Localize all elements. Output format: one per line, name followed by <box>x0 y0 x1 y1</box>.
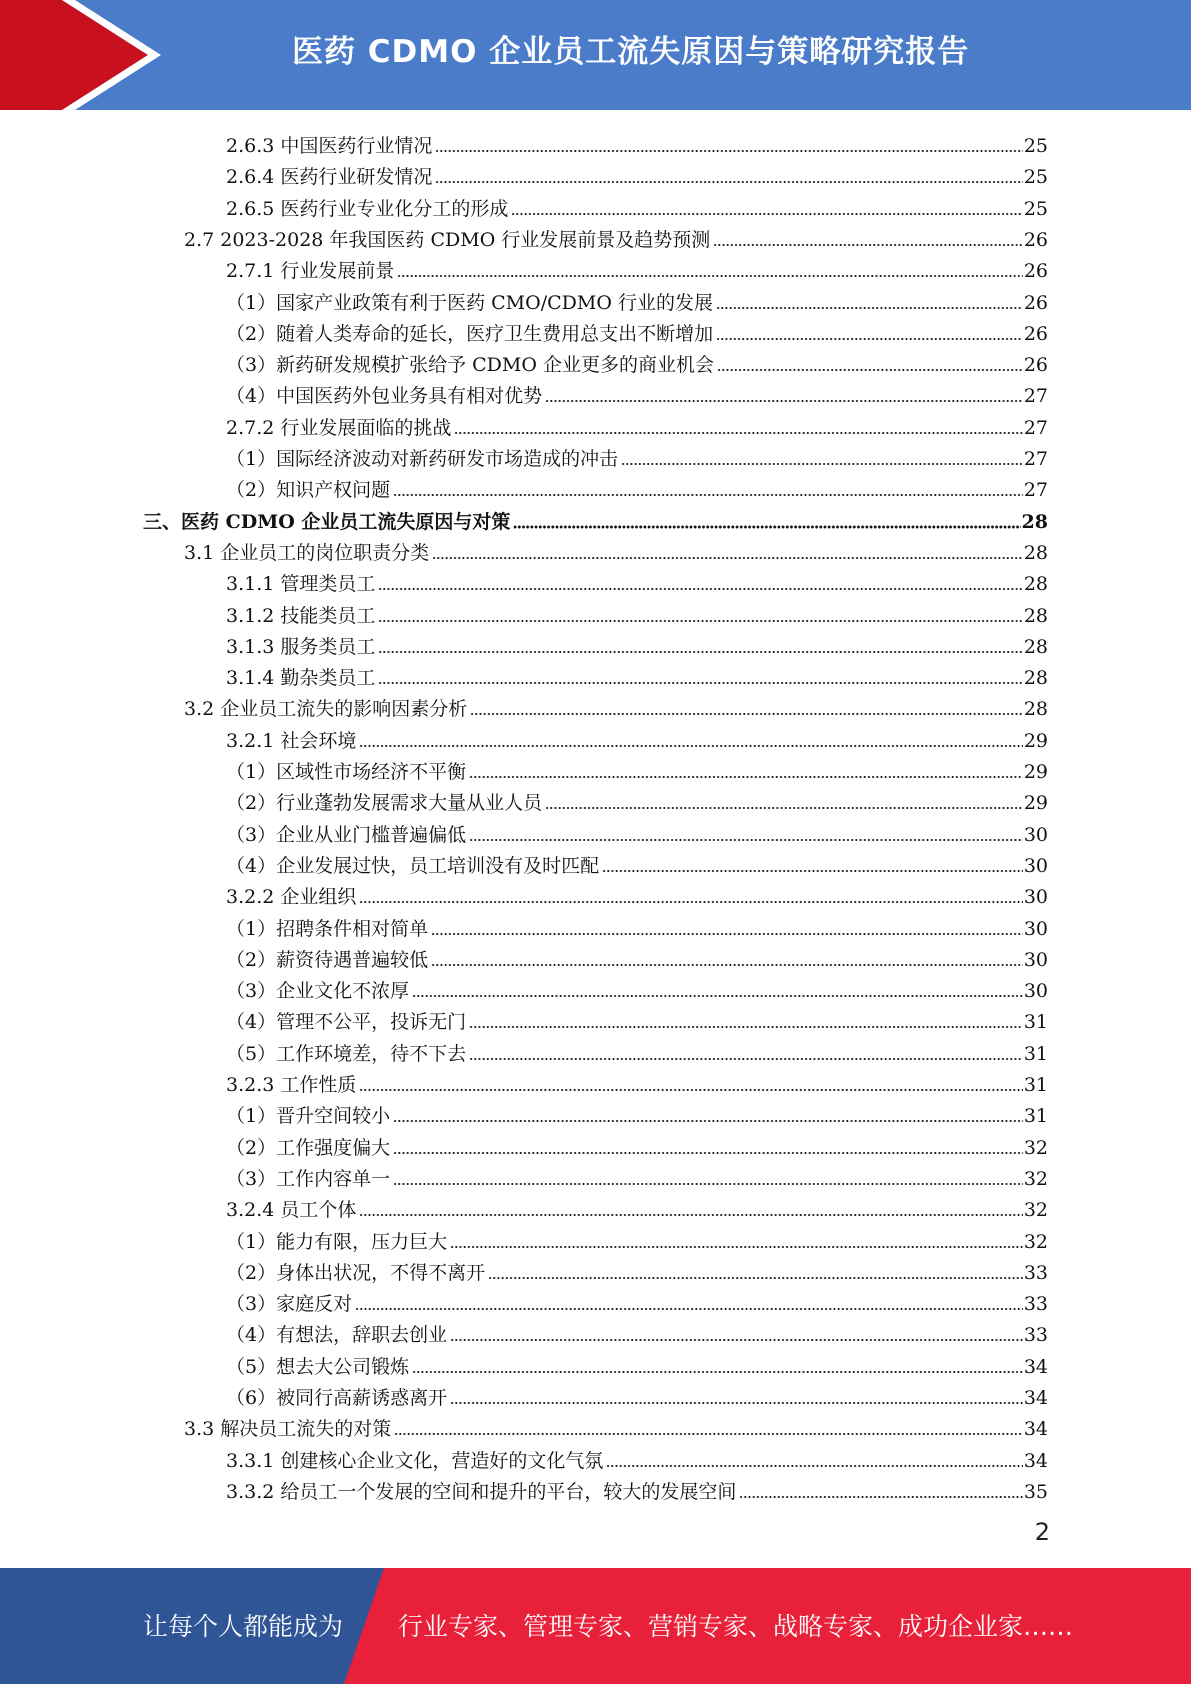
toc-dot-leader <box>470 712 1023 716</box>
toc-entry-page: 28 <box>1023 667 1048 690</box>
toc-entry-page: 35 <box>1023 1480 1048 1503</box>
toc-entry-title: （3）企业文化不浓厚 <box>226 980 410 1003</box>
toc-dot-leader <box>393 1151 1023 1155</box>
toc-entry-title: 3.1.1 管理类员工 <box>226 573 376 596</box>
toc-entry-title: 3.2.2 企业组织 <box>226 886 357 909</box>
toc-entry-title: （3）家庭反对 <box>226 1293 353 1316</box>
toc-entry[interactable] <box>226 1160 1048 1191</box>
toc-entry-page: 31 <box>1023 1074 1048 1096</box>
toc-dot-leader <box>393 1119 1023 1123</box>
toc-dot-leader <box>716 337 1023 341</box>
toc-dot-leader <box>717 368 1023 372</box>
toc-dot-leader <box>450 1401 1023 1405</box>
page-number: 2 <box>1034 1518 1050 1546</box>
toc-entry[interactable] <box>226 1316 1048 1347</box>
toc-entry-title: （4）有想法，辞职去创业 <box>226 1324 448 1347</box>
toc-entry-title: （4）企业发展过快，员工培训没有及时匹配 <box>226 854 600 877</box>
toc-entry[interactable] <box>184 690 1048 721</box>
toc-dot-leader <box>450 1245 1023 1249</box>
toc-entry[interactable] <box>226 628 1048 659</box>
toc-dot-leader <box>513 525 1020 529</box>
toc-dot-leader <box>716 306 1023 310</box>
toc-entry[interactable] <box>226 190 1048 221</box>
toc-entry-title: （1）招聘条件相对简单 <box>226 917 429 940</box>
toc-dot-leader <box>393 1182 1023 1186</box>
toc-entry[interactable] <box>226 847 1048 878</box>
toc-entry-page: 29 <box>1023 761 1048 783</box>
toc-entry[interactable] <box>226 1066 1048 1097</box>
toc-dot-leader <box>359 744 1022 748</box>
toc-entry-title: （2）知识产权问题 <box>226 479 391 502</box>
toc-dot-leader <box>378 587 1022 591</box>
toc-entry-title: 3.1 企业员工的岗位职责分类 <box>184 541 430 564</box>
toc-entry[interactable] <box>226 722 1048 753</box>
toc-entry-title: （1）国家产业政策有利于医药 CMO/CDMO 行业的发展 <box>226 291 713 314</box>
toc-entry-page: 33 <box>1023 1293 1048 1316</box>
toc-entry-page: 27 <box>1023 385 1048 408</box>
toc-entry[interactable] <box>143 503 1048 534</box>
header-red-chevron <box>0 0 148 110</box>
toc-entry-title: （3）企业从业门槛普遍偏低 <box>226 823 467 846</box>
toc-entry[interactable] <box>226 409 1048 440</box>
toc-entry-title: （5）想去大公司锻炼 <box>226 1355 410 1378</box>
toc-entry[interactable] <box>226 1003 1048 1034</box>
toc-entry-page: 32 <box>1023 1167 1048 1190</box>
toc-entry-page: 30 <box>1023 917 1048 940</box>
toc-entry-page: 30 <box>1023 823 1048 846</box>
toc-dot-leader <box>359 1213 1022 1217</box>
toc-entry[interactable] <box>226 127 1048 158</box>
toc-dot-leader <box>469 775 1023 779</box>
toc-dot-leader <box>393 493 1023 497</box>
toc-entry-page: 30 <box>1023 980 1048 1003</box>
toc-dot-leader <box>431 932 1023 936</box>
toc-entry-page: 26 <box>1023 354 1048 377</box>
toc-entry[interactable] <box>184 221 1048 252</box>
page-footer <box>0 1568 1191 1684</box>
toc-entry-title: （2）身体出状况，不得不离开 <box>226 1261 486 1284</box>
toc-entry[interactable] <box>226 878 1048 909</box>
toc-dot-leader <box>378 619 1022 623</box>
toc-dot-leader <box>469 1025 1023 1029</box>
toc-entry-title: （2）工作强度偏大 <box>226 1136 391 1159</box>
toc-entry-page: 28 <box>1023 604 1048 627</box>
toc-entry-title: 3.3.2 给员工一个发展的空间和提升的平台，较大的发展空间 <box>226 1480 737 1503</box>
toc-entry-page: 25 <box>1023 197 1048 220</box>
toc-entry-title: （1）国际经济波动对新药研发市场造成的冲击 <box>226 448 619 470</box>
toc-entry-page: 31 <box>1023 1011 1048 1034</box>
toc-dot-leader <box>454 431 1022 435</box>
toc-entry[interactable] <box>226 252 1048 283</box>
toc-entry-title: 3.2.3 工作性质 <box>226 1074 357 1096</box>
toc-dot-leader <box>450 1338 1023 1342</box>
toc-entry-page: 32 <box>1023 1230 1048 1253</box>
toc-entry-page: 32 <box>1023 1199 1048 1222</box>
toc-dot-leader <box>469 1057 1023 1061</box>
toc-entry-title: （5）工作环境差，待不下去 <box>226 1042 467 1065</box>
toc-dot-leader <box>359 900 1022 904</box>
toc-entry-page: 33 <box>1023 1324 1048 1347</box>
toc-entry[interactable] <box>184 534 1048 565</box>
toc-entry[interactable] <box>226 1035 1048 1066</box>
toc-entry[interactable] <box>226 1223 1048 1254</box>
toc-entry[interactable] <box>226 284 1048 315</box>
toc-entry-page: 30 <box>1023 948 1048 971</box>
toc-entry[interactable] <box>226 816 1048 847</box>
toc-entry-title: 3.1.3 服务类员工 <box>226 635 376 658</box>
toc-dot-leader <box>545 806 1023 810</box>
toc-entry-page: 28 <box>1023 541 1048 564</box>
toc-entry[interactable] <box>226 784 1048 815</box>
toc-entry[interactable] <box>226 972 1048 1003</box>
toc-dot-leader <box>435 149 1022 153</box>
toc-entry-title: 3.2.1 社会环境 <box>226 729 357 752</box>
toc-dot-leader <box>545 399 1023 403</box>
toc-entry[interactable] <box>226 1379 1048 1410</box>
toc-dot-leader <box>713 243 1023 247</box>
toc-dot-leader <box>355 1307 1023 1311</box>
header-title: 医药 CDMO 企业员工流失原因与策略研究报告 <box>292 34 970 70</box>
toc-entry[interactable] <box>226 910 1048 941</box>
toc-dot-leader <box>602 869 1023 873</box>
footer-slogan-left: 让每个人都能成为 <box>143 1612 344 1641</box>
toc-entry-title: （6）被同行高薪诱惑离开 <box>226 1387 448 1409</box>
toc-dot-leader <box>488 1276 1023 1280</box>
toc-entry-title: 3.2.4 员工个体 <box>226 1199 357 1222</box>
toc-entry-page: 29 <box>1023 792 1048 815</box>
toc-dot-leader <box>739 1495 1022 1499</box>
toc-entry-title: 2.6.5 医药行业专业化分工的形成 <box>226 197 509 220</box>
toc-dot-leader <box>397 274 1022 278</box>
toc-dot-leader <box>435 180 1022 184</box>
toc-entry-title: 2.7.2 行业发展面临的挑战 <box>226 416 452 439</box>
toc-entry[interactable] <box>226 941 1048 972</box>
toc-entry[interactable] <box>226 1473 1048 1504</box>
toc-dot-leader <box>412 994 1023 998</box>
toc-dot-leader <box>431 963 1023 967</box>
toc-entry-page: 26 <box>1023 291 1048 314</box>
toc-entry-title: （1）区域性市场经济不平衡 <box>226 761 467 783</box>
toc-entry-page: 30 <box>1023 854 1048 877</box>
toc-dot-leader <box>359 1088 1022 1092</box>
toc-entry-page: 27 <box>1023 448 1048 470</box>
toc-entry-page: 34 <box>1023 1449 1048 1472</box>
toc-entry-page: 28 <box>1023 573 1048 596</box>
toc-entry-page: 30 <box>1023 886 1048 909</box>
toc-entry[interactable] <box>226 377 1048 408</box>
toc-entry[interactable] <box>226 471 1048 502</box>
toc-entry-title: 3.2 企业员工流失的影响因素分析 <box>184 698 468 721</box>
toc-entry-title: 3.3 解决员工流失的对策 <box>184 1418 392 1441</box>
toc-entry-title: 3.3.1 创建核心企业文化，营造好的文化气氛 <box>226 1449 604 1472</box>
toc-entry-page: 25 <box>1023 135 1048 157</box>
toc-entry-title: 2.6.4 医药行业研发情况 <box>226 166 433 189</box>
toc-entry-title: 3.1.2 技能类员工 <box>226 604 376 627</box>
toc-dot-leader <box>378 650 1022 654</box>
toc-entry-page: 34 <box>1023 1418 1048 1441</box>
toc-entry[interactable] <box>226 315 1048 346</box>
toc-entry-title: 2.7.1 行业发展前景 <box>226 260 395 283</box>
toc-dot-leader <box>432 556 1023 560</box>
toc-entry-page: 26 <box>1023 260 1048 283</box>
toc-entry-page: 34 <box>1023 1355 1048 1378</box>
toc-entry-title: （1）能力有限，压力巨大 <box>226 1230 448 1253</box>
toc-entry-page: 27 <box>1023 479 1048 502</box>
toc-entry[interactable] <box>226 753 1048 784</box>
toc-entry-page: 28 <box>1023 635 1048 658</box>
toc-entry[interactable] <box>226 597 1048 628</box>
toc-entry-page: 33 <box>1023 1261 1048 1284</box>
toc-dot-leader <box>412 1370 1023 1374</box>
toc-entry[interactable] <box>226 1129 1048 1160</box>
toc-entry-title: （2）薪资待遇普遍较低 <box>226 948 429 971</box>
toc-entry-page: 31 <box>1023 1105 1048 1128</box>
toc-entry-title: （3）工作内容单一 <box>226 1167 391 1190</box>
toc-dot-leader <box>378 681 1022 685</box>
toc-entry-title: （3）新药研发规模扩张给予 CDMO 企业更多的商业机会 <box>226 354 714 377</box>
toc-entry[interactable] <box>226 1191 1048 1222</box>
toc-entry[interactable] <box>184 1410 1048 1441</box>
toc-entry-title: 2.6.3 中国医药行业情况 <box>226 135 433 157</box>
toc-entry-page: 26 <box>1023 322 1048 345</box>
toc-dot-leader <box>394 1432 1023 1436</box>
toc-dot-leader <box>606 1464 1022 1468</box>
toc-entry-page: 32 <box>1023 1136 1048 1159</box>
toc-entry[interactable] <box>226 1285 1048 1316</box>
toc-entry-page: 28 <box>1023 698 1048 721</box>
toc-entry-title: （4）中国医药外包业务具有相对优势 <box>226 385 543 408</box>
toc-entry-page: 31 <box>1023 1042 1048 1065</box>
toc-entry[interactable] <box>226 1254 1048 1285</box>
toc-entry-page: 27 <box>1023 416 1048 439</box>
page-header <box>0 0 1191 110</box>
toc-entry[interactable] <box>226 1348 1048 1379</box>
toc-entry[interactable] <box>226 440 1048 471</box>
toc-entry-title: 3.1.4 勤杂类员工 <box>226 667 376 690</box>
toc-entry[interactable] <box>226 346 1048 377</box>
toc-entry-title: （1）晋升空间较小 <box>226 1105 391 1128</box>
toc-entry-page: 25 <box>1023 166 1048 189</box>
toc-dot-leader <box>511 212 1022 216</box>
toc-dot-leader <box>469 838 1023 842</box>
toc-entry-title: （4）管理不公平，投诉无门 <box>226 1011 467 1034</box>
toc-entry-title: （2）行业蓬勃发展需求大量从业人员 <box>226 792 543 815</box>
toc-entry-page: 29 <box>1023 729 1048 752</box>
toc-entry-page: 28 <box>1021 510 1048 533</box>
toc-entry[interactable] <box>226 659 1048 690</box>
toc-entry[interactable] <box>226 565 1048 596</box>
footer-slogan-right: 行业专家、管理专家、营销专家、战略专家、成功企业家…… <box>398 1612 1074 1641</box>
toc-entry[interactable] <box>226 1097 1048 1128</box>
toc-entry-title: 三、医药 CDMO 企业员工流失原因与对策 <box>143 510 511 533</box>
toc-dot-leader <box>621 462 1023 466</box>
toc-entry[interactable] <box>226 1442 1048 1473</box>
toc-entry-title: 2.7 2023-2028 年我国医药 CDMO 行业发展前景及趋势预测 <box>184 228 711 251</box>
toc-entry-page: 26 <box>1023 228 1048 251</box>
toc-entry-page: 34 <box>1023 1387 1048 1409</box>
toc-entry[interactable] <box>226 158 1048 189</box>
toc-entry-title: （2）随着人类寿命的延长，医疗卫生费用总支出不断增加 <box>226 322 714 345</box>
